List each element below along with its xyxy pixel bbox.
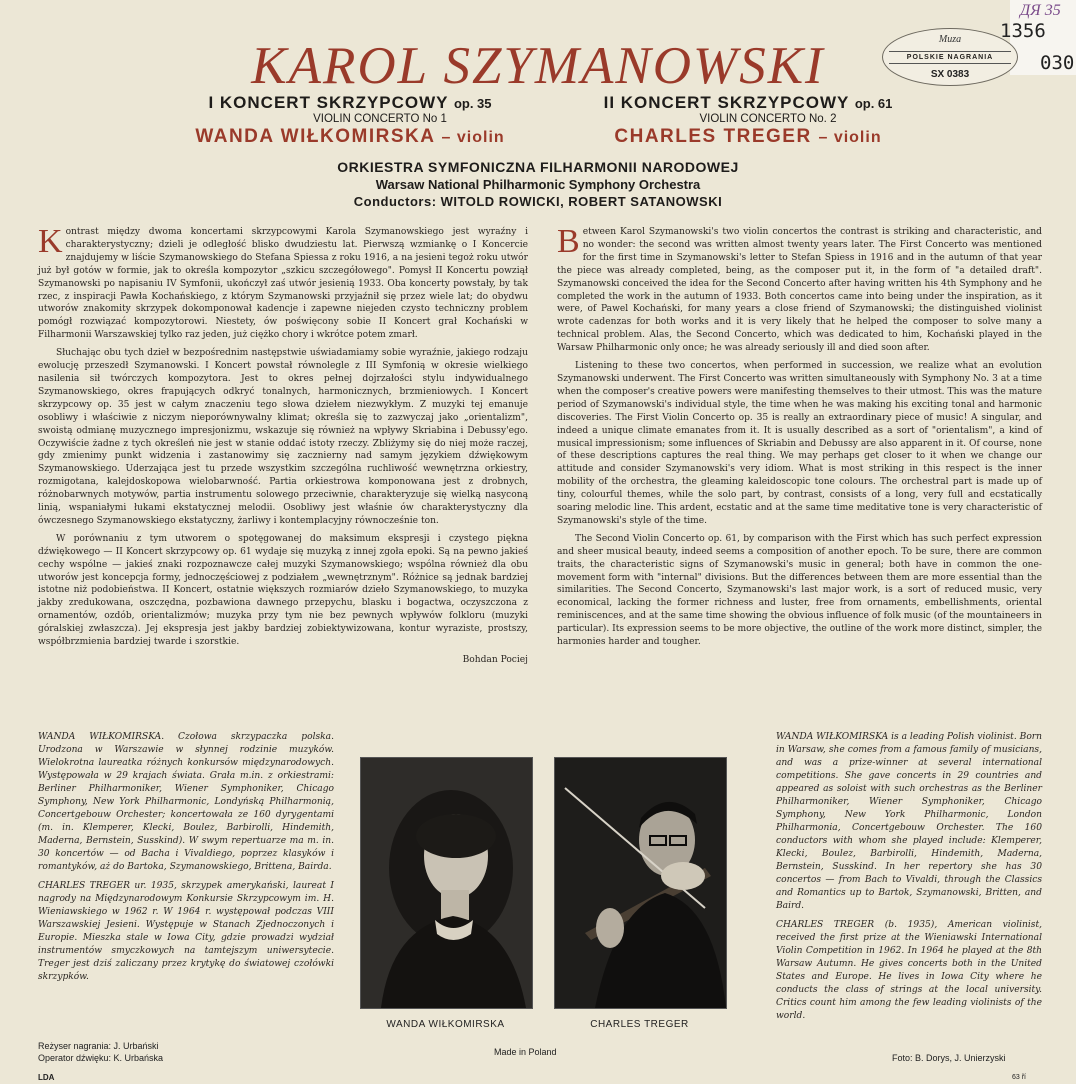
bio-wanda-en: WANDA WIŁKOMIRSKA is a leading Polish violinist. Born in Warsaw, she comes from a famous family of musicians, and was a prize-winner at several international competitions. She gave concerts in 29 countries and appeared as soloist with such orchestras as the Berliner Philharmoniker, Wiener Symphoniker, Chicago Symphony, New York Philharmonic, London Philharmonia, Concertgebouw Orchester. The 160 conductors with whom she played include: Klemperer, Klecki, Boulez, Barbirolli, Hindemith, Maderna, Bernstein, Susskind. In her repertory she has 30 concertos — from Bach to Vivaldi, through the Classics and Romantics up to Bartok, Szymanowski, Britten, and Baird.: [776, 732, 1042, 911]
made-in-poland: Made in Poland: [494, 1047, 557, 1057]
bio-charles-pl: CHARLES TREGER ur. 1935, skrzypek amerykański, laureat I nagrody na Międzynarodowym Konkursie Skrzypcowym im. H. Wieniawskiego w 1962 r. W 1964 r. występował podczas VIII Warszawskiej Jesieni. Występuje w Stanach Zjednoczonych i Europie. Mieszka stale w Iowa City, gdzie prowadzi wydział instrumentów smyczkowych na tamtejszym uniwersytecie. Treger jest dziś zaliczany przez krytykę do światowej czołówki skrzypków.: [38, 881, 334, 982]
bio-wanda-pl: WANDA WIŁKOMIRSKA. Czołowa skrzypaczka polska. Urodzona w Warszawie w słynnej rodzinie muzyków. Wielokrotna laureatka różnych konkursów międzynarodowych. Występowała w 29 krajach świata. Grała m.in. z orkiestrami: Berliner Philharmoniker, Wiener Symphoniker, Chicago Symphony, New York Philharmonic, Londyńską Philharmonią, Concertgebouw Orchester; koncertowała ze 160 dyrygentami (m. in. Klemperer, Klecki, Boulez, Barbirolli, Hindemith, Maderna, Bernstein, Susskind). W swym repertuarze ma m. in. 30 koncertów — od Bacha i Vivaldiego, poprzez klasyków i romantyków, aż do Bartoka, Szymanowskiego, Brittena, Bairda.: [38, 732, 334, 872]
caption-treger: CHARLES TREGER: [590, 1019, 689, 1030]
polish-paragraph: Kontrast między dwoma koncertami skrzypcowymi Karola Szymanowskiego jest wyraźny i charakterystyczny; dzieli je odległość blisko dwudziestu lat. Pierwszą wzmiankę o I Koncercie znajdujemy w liście Szymanowskiego do Stefana Spiessa z roku 1916, a na jesieni tegoż roku utwór już był gotów w formie, jak to określa kompozytor „szkicu szczegółowego". Pomysł II Koncertu powziął Szymanowski po napisaniu IV Symfonii, ukończył zaś utwór jesienią 1933. Oba koncerty powstały, by tak rzec, z inspiracji Pawła Kochańskiego, z którym Szymanowski przyjaźnił się przez wiele lat; do obydwu utworów znakomity skrzypek dokomponował kadencje i zapewne niejeden czysto techniczny problem pomógł rozwiązać kompozytorowi. Niestety, ów poświęcony sobie II Koncert grał Kochański w Filharmonii Warszawskiej tylko raz jeden, już ciężko chory i wkrótce potem zmarł.: [38, 223, 528, 341]
caption-wilkomirska: WANDA WIŁKOMIRSKA: [386, 1019, 505, 1030]
credits: [38, 1040, 163, 1064]
portrait-treger-image: [555, 758, 726, 1008]
portrait-wilkomirska-image: [361, 758, 532, 1008]
concerto-1-title: I KONCERT SKRZYPCOWY op. 35: [208, 93, 492, 112]
inventory-number: 1356: [1000, 20, 1046, 42]
photo-credit: Foto: B. Dorys, J. Unierzyski: [892, 1053, 1006, 1063]
handwritten-note: ДЯ 35: [1020, 2, 1061, 19]
portrait-treger: [554, 757, 727, 1009]
english-paragraph: Between Karol Szymanowski's two violin concertos the contrast is striking and characteristic, and no wonder: the second was written almost twenty years later. The First Concerto was mentioned for the first time in Szymanowski's letter to Stefan Spiess in 1916 and in the autumn of that year the piece was already completed, being, as the composer put it, in the form of "a detailed draft". Szymanowski conceived the idea for the Second Concerto after having written his 4th Symphony and he completed the work in the autumn of 1933. Both concertos came into being under the inspiration, as it were, of Pawel Kochański, for many years a close friend of Szymanowski; the distinguished violinist wrote cadenzas for both works and it is very likely that he helped the composer to solve many a technical problem. Alas, the Second Concerto, which was dedicated to him, Kochański played in the Warsaw Philharmonic only once; he was already seriously ill and died soon after.: [557, 223, 1042, 354]
concerto-1-soloist: WANDA WIŁKOMIRSKA – violin: [195, 125, 505, 147]
polish-paragraph: Słuchając obu tych dzieł w bezpośrednim następstwie uświadamiamy sobie wyraźnie, jakiego rodzaju ewolucję przeszedł Szymanowski. I Koncert powstał równolegle z III Symfonią w okresie wielkiego nasilenia sił twórczych kompozytora. Jest to okres pełnej dojrzałości stylu indywidualnego Szymanowskiego, okres frapujących odkryć tonalnych, harmonicznych, brzmieniowych. I Koncert skrzypcowy op. 35 jest w całym znaczeniu tego słowa dziełem niezwykłym. Z muzyki tej emanuje osobliwy i właściwie z niczym nieporównywalny klimat; określa się to zazwyczaj jako „orientalizm", swoistą odmianę muzycznego impresjonizmu, wskazuje się również na wpływy Skriabina i Debussy'ego. Oczywiście żadne z tych określeń nie jest w stanie oddać istoty rzeczy. Zbliżymy się do niej może raczej, gdy zmienimy punkt widzenia i zastanowimy się zacznierny nad samym językiem dźwiękowym Szymanowskiego. Uderzająca jest tu przede wszystkim szczególna ruchliwość wewnętrzna orkiestry, rozmigotana, kalejdoskopowa wielobarwność. Partia orkiestrowa komponowana jest z drobnych, różnobarwnych motywów, partia instrumentu solowego przeciwnie, charakteryzuje się wielką nasyconą linią, wspaniałymi łukami ekstatycznej melodii. Osobliwy jest właśnie ów charakterystyczny dla ówczesnego Szymanowskiego ekstatyczny, żarliwy i kontemplacyjny równocześnie ton.: [38, 348, 528, 526]
concerto-2-title: II KONCERT SKRZYPCOWY op. 61: [603, 93, 893, 112]
english-notes: [557, 223, 1042, 654]
drop-cap: K: [38, 223, 63, 260]
bio-polish: [38, 731, 334, 990]
concerto-2-soloist: CHARLES TREGER – violin: [614, 125, 882, 147]
catalog-number: SX 0383: [930, 69, 970, 80]
drop-cap: B: [557, 223, 580, 260]
inventory-number-2: 030: [1040, 52, 1075, 74]
label-band: POLSKIE NAGRANIA: [889, 51, 1011, 64]
portrait-wilkomirska: [360, 757, 533, 1009]
concerto-1-header: [170, 93, 530, 148]
label-brand: Muza: [938, 34, 962, 45]
orchestra-polish: ORKIESTRA SYMFONICZNA FILHARMONII NARODOWEJ: [337, 159, 739, 175]
concerto-1-subtitle: VIOLIN CONCERTO No 1: [313, 112, 447, 125]
credit-director: Reżyser nagrania: J. Urbański: [38, 1041, 159, 1051]
english-paragraph: The Second Violin Concerto op. 61, by comparison with the First which has such perfect expression and sheer musical beauty, indeed seems a composition of another epoch. To be sure, there are common traits, the characteristic signs of Szymanowski's music in general; both have in common the one-movement form with "internal" divisions. But the differences between them are more essential than the similarities. The Second Concerto, Szymanowski's last major work, is a sort of reduced music, very economical, lacking the former richness and luster, free from ornaments, embellishments, oriental reminiscences, and at the same time showing the obvious influence of folk music (of the mountaineers in particular). Its expression seems to be more objective, the outline of the work more distinct, simpler, the harmonies harder and tougher.: [557, 533, 1042, 648]
orchestra-english: Warsaw National Philharmonic Symphony Orchestra: [375, 177, 701, 192]
record-label-logo: [882, 28, 1018, 86]
bio-charles-en: CHARLES TREGER (b. 1935), American violinist, received the first prize at the Wieniawski International Violin Competition in 1962. In 1964 he played at the 8th Warsaw Autumn. He gives concerts both in the United States and Europe. He lives in Iowa City where he conducts the class of strings at the local university. Critics count him among the few leading violinists of the world.: [776, 920, 1042, 1021]
print-code: 63 ří: [1012, 1074, 1027, 1081]
concerto-2-subtitle: VIOLIN CONCERTO No. 2: [699, 112, 837, 125]
credit-operator: Operator dźwięku: K. Urbańska: [38, 1053, 164, 1063]
conductors: Conductors: WITOLD ROWICKI, ROBERT SATANOWSKI: [353, 194, 723, 209]
bio-english: [776, 731, 1042, 1029]
polish-notes: [38, 223, 528, 667]
polish-paragraph: W porównaniu z tym utworem o spotęgowanej do maksimum ekspresji i czystego piękna dźwiękowego — II Koncert skrzypcowy op. 61 wydaje się muzyką z innej zgoła epoki. Są na pewno jakieś cechy wspólne — jakieś znaki rozpoznawcze całej muzyki Szymanowskiego; wspólna również dla obu utworów jest koncepcja formy, jednoczęściowej z podziałem „wewnętrznym". Różnice są jednak bardziej istotne niż podobieństwa. II Koncert, ostatnie większych rozmiarów dzieło Szymanowskiego, to muzyka jakby zredukowana, oszczędna, pozbawiona dawnego przepychu, blasku i bogactwa, oczyszczona z ornamentów, ozdób, orientalizmów; muzyka przy tym nie bez pewnych wpływów folkloru (muzyki góralskiej zwłaszcza). Jej ekspresja jest jakby bardziej zobiektywizowana, kontur wyraziste, prostszy, współbrzmienia bardziej twarde i szorstkie.: [38, 533, 528, 648]
composer-title: KAROL SZYMANOWSKI: [251, 37, 825, 95]
author-signature: Bohdan Pociej: [462, 655, 528, 665]
english-paragraph: Listening to these two concertos, when performed in succession, we realize what an evolution Szymanowski underwent. The First Concerto was written simultaneously with Symphony No. 3 at a time when the composer's creative powers were manifesting themselves to their utmost. This was the mature period of Szymanowski's individual style, the time when he was making his exciting tonal and harmonic discoveries. The First Violin Concerto op. 35 is really an extraordinary piece of music! A singular, and indeed a unique climate emanates from it. It is usually described as a sort of "orientalism", a kind of musical impressionism; some influences of Skriabin and Debussy are also apparent in it. Of course, none of these descriptions captures the real thing. We may perhaps get closer to it when we change our attitude and consider Szymanowski's very idiom. What is most striking in this respect is the inner mobility of the orchestra, the gleaming kaleidoscopic tone colours. The orchestral part is made up of tiny, colourful themes, while the solo part, by contrast, consists of a long, very full and ecstatically soaring melodic line. This ardent, ecstatic and at the same time meditative tone is very characteristic of Szymanowski's style of the time.: [557, 361, 1042, 526]
concerto-2-header: [565, 93, 931, 148]
printer-code: LDA: [38, 1073, 55, 1082]
